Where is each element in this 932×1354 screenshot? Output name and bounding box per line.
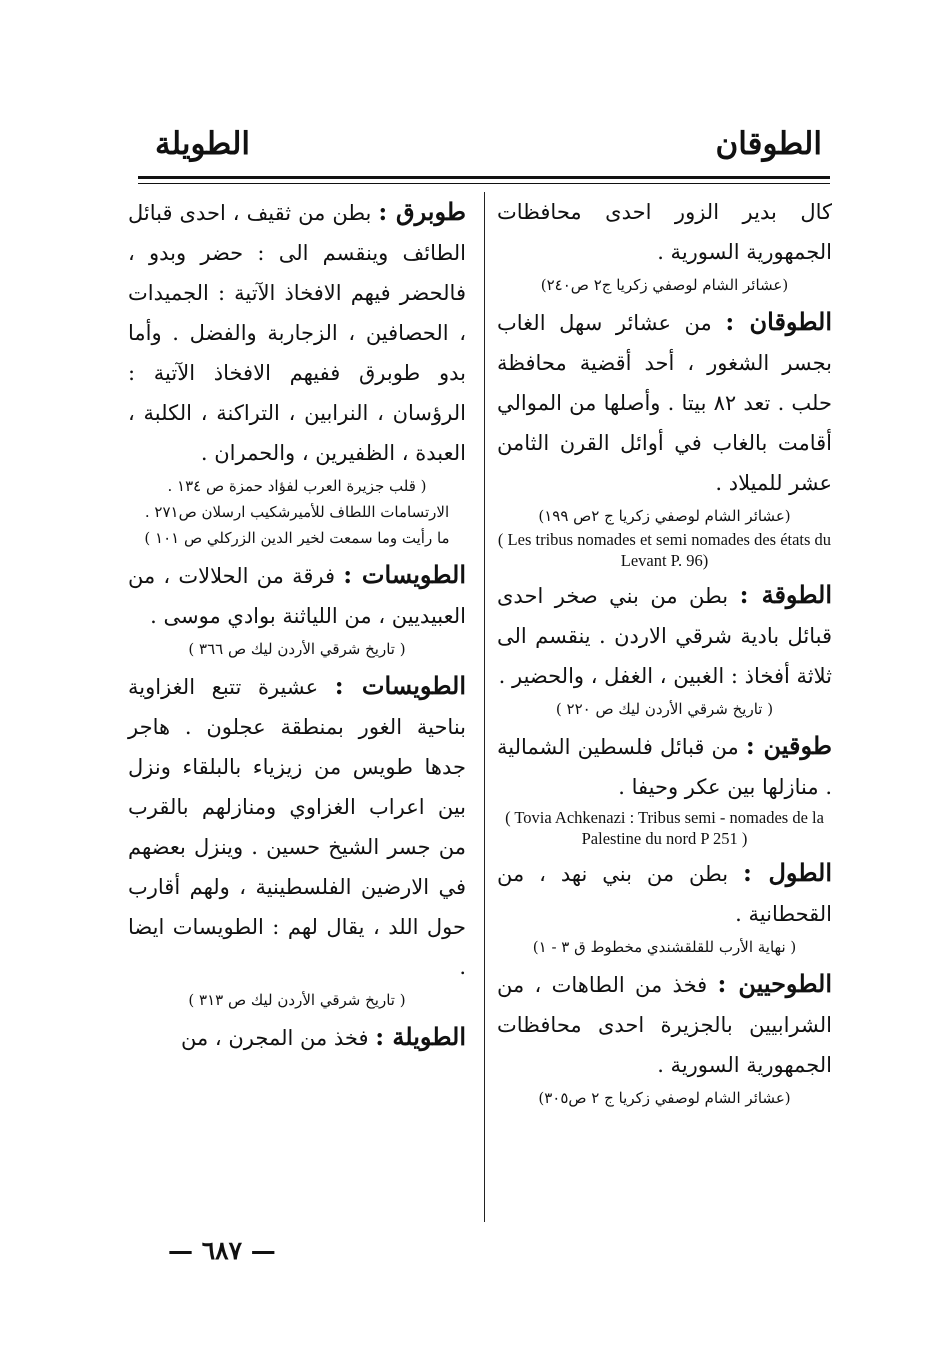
left-column bbox=[128, 192, 466, 1062]
entry-body: كال بدير الزور احدى محافظات الجمهورية السورية . bbox=[497, 200, 832, 264]
entry-body: بطن من بني نهد ، من القحطانية . bbox=[497, 862, 832, 926]
entry-headword: طوقين : bbox=[745, 731, 832, 760]
entry-headword: الطويسات : bbox=[334, 671, 466, 700]
entry-body: فخذ من الطاهات ، من الشرابيين بالجزيرة احدى محافظات الجمهورية السورية . bbox=[497, 973, 832, 1077]
entry-source: ( تاريخ شرقي الأردن ليك ص ٣١٣ ) bbox=[188, 991, 406, 1009]
entry-body: فرقة من الحلالات ، من العبيديين ، من اللياثنة بوادي موسى . bbox=[128, 564, 466, 628]
column-separator bbox=[484, 192, 485, 1222]
entry-tul bbox=[497, 853, 832, 960]
entry-tuqa bbox=[497, 575, 832, 722]
entry-body: بطن من بني صخر احدى قبائل بادية شرقي الاردن . ينقسم الى ثلاثة أفخاذ : الغبين ، الغفل ، والحضير . bbox=[497, 584, 832, 688]
entry-source: ( تاريخ شرقي الأردن ليك ص ٣٦٦ ) bbox=[188, 640, 406, 658]
running-head-right: الطوقان bbox=[715, 126, 822, 162]
entry-body: فخذ من المجرن ، من bbox=[181, 1026, 369, 1050]
entry-source: (عشائر الشام لوصفي زكريا ج ٢ ص٣٠٥) bbox=[538, 1089, 791, 1107]
entry-source: ( قلب جزيرة العرب لفؤاد حمزة ص ١٣٤ . bbox=[167, 477, 427, 495]
entry-headword: الطوحيين : bbox=[717, 969, 832, 998]
entry-continuation bbox=[497, 192, 832, 298]
header-rule-thick bbox=[138, 176, 830, 179]
entry-headword: الطوقة : bbox=[739, 580, 832, 609]
entry-source: الارتسامات اللطاف للأميرشكيب ارسلان ص٢٧١ . bbox=[144, 503, 450, 521]
entry-source-latin: ( Les tribus nomades et semi nomades des états du Levant P. 96) bbox=[497, 530, 832, 570]
entry-source-latin: ( Tovia Achkenazi : Tribus semi - nomades de la Palestine du nord P 251 ) bbox=[505, 808, 824, 848]
entry-headword: الطول : bbox=[743, 858, 832, 887]
entry-tuqin bbox=[497, 726, 832, 849]
entry-headword: طوبرق : bbox=[378, 197, 466, 226]
entry-tuwaysat-2 bbox=[128, 666, 466, 1013]
entry-headword: الطوقان : bbox=[725, 307, 832, 336]
entry-body: من قبائل فلسطين الشمالية . منازلها بين عكر وحيفا . bbox=[497, 735, 832, 799]
entry-body: من عشائر سهل الغاب بجسر الشغور ، أحد أقضية محافظة حلب . تعد ٨٢ بيتا . وأصلها من الموالي أقامت بالغاب في أوائل القرن الثامن عشر للميلاد . bbox=[497, 311, 832, 495]
entry-headword: الطويلة : bbox=[375, 1022, 466, 1051]
right-column bbox=[497, 192, 832, 1115]
running-head-left: الطويلة bbox=[155, 126, 251, 162]
entry-headword: الطويسات : bbox=[343, 560, 466, 589]
entry-source: ( نهاية الأرب للقلقشندي مخطوط ق ٣ - ١) bbox=[532, 938, 797, 956]
entry-body: عشيرة تتبع الغزاوية بناحية الغور بمنطقة عجلون . هاجر جدها طويس من زيزياء بالبلقاء ونزل بين اعراب الغزاوي ومنازلهم بالقرب من جسر الشيخ حسين . وينزل بعضهم في الارضين الفلسطينية ، ولهم أقارب حول اللد ، يقال لهم : الطويسات ايضا . bbox=[128, 675, 466, 979]
entry-tubriq bbox=[128, 192, 466, 551]
entry-source: ما رأيت وما سمعت لخير الدين الزركلي ص ١٠١ ) bbox=[144, 529, 450, 547]
entry-source: (عشائر الشام لوصفي زكريا ج٢ ص٢٤٠) bbox=[540, 276, 789, 294]
entry-tuwaysat-1 bbox=[128, 555, 466, 662]
entry-tuhiyin bbox=[497, 964, 832, 1111]
entry-source: ( تاريخ شرقي الأردن ليك ص ٢٢٠ ) bbox=[555, 700, 774, 718]
entry-source: (عشائر الشام لوصفي زكريا ج ٢ص ١٩٩) bbox=[538, 507, 791, 525]
entry-tawila bbox=[128, 1017, 466, 1058]
header-rule-thin bbox=[138, 183, 830, 184]
page-number: — ٦٨٧ — bbox=[168, 1236, 276, 1265]
entry-body: بطن من ثقيف ، احدى قبائل الطائف وينقسم الى : حضر وبدو ، فالحضر فيهم الافخاذ الآتية : الجميدات ، الحصافين ، الزجاربة والفضل . وأما بدو طوبرق ففيهم الافخاذ الآتية : الرؤسان ، النرابين ، التراكنة ، الكلبة ، العبدة ، الظفيرين ، والحمران . bbox=[128, 201, 466, 465]
entry-tuqan bbox=[497, 302, 832, 571]
